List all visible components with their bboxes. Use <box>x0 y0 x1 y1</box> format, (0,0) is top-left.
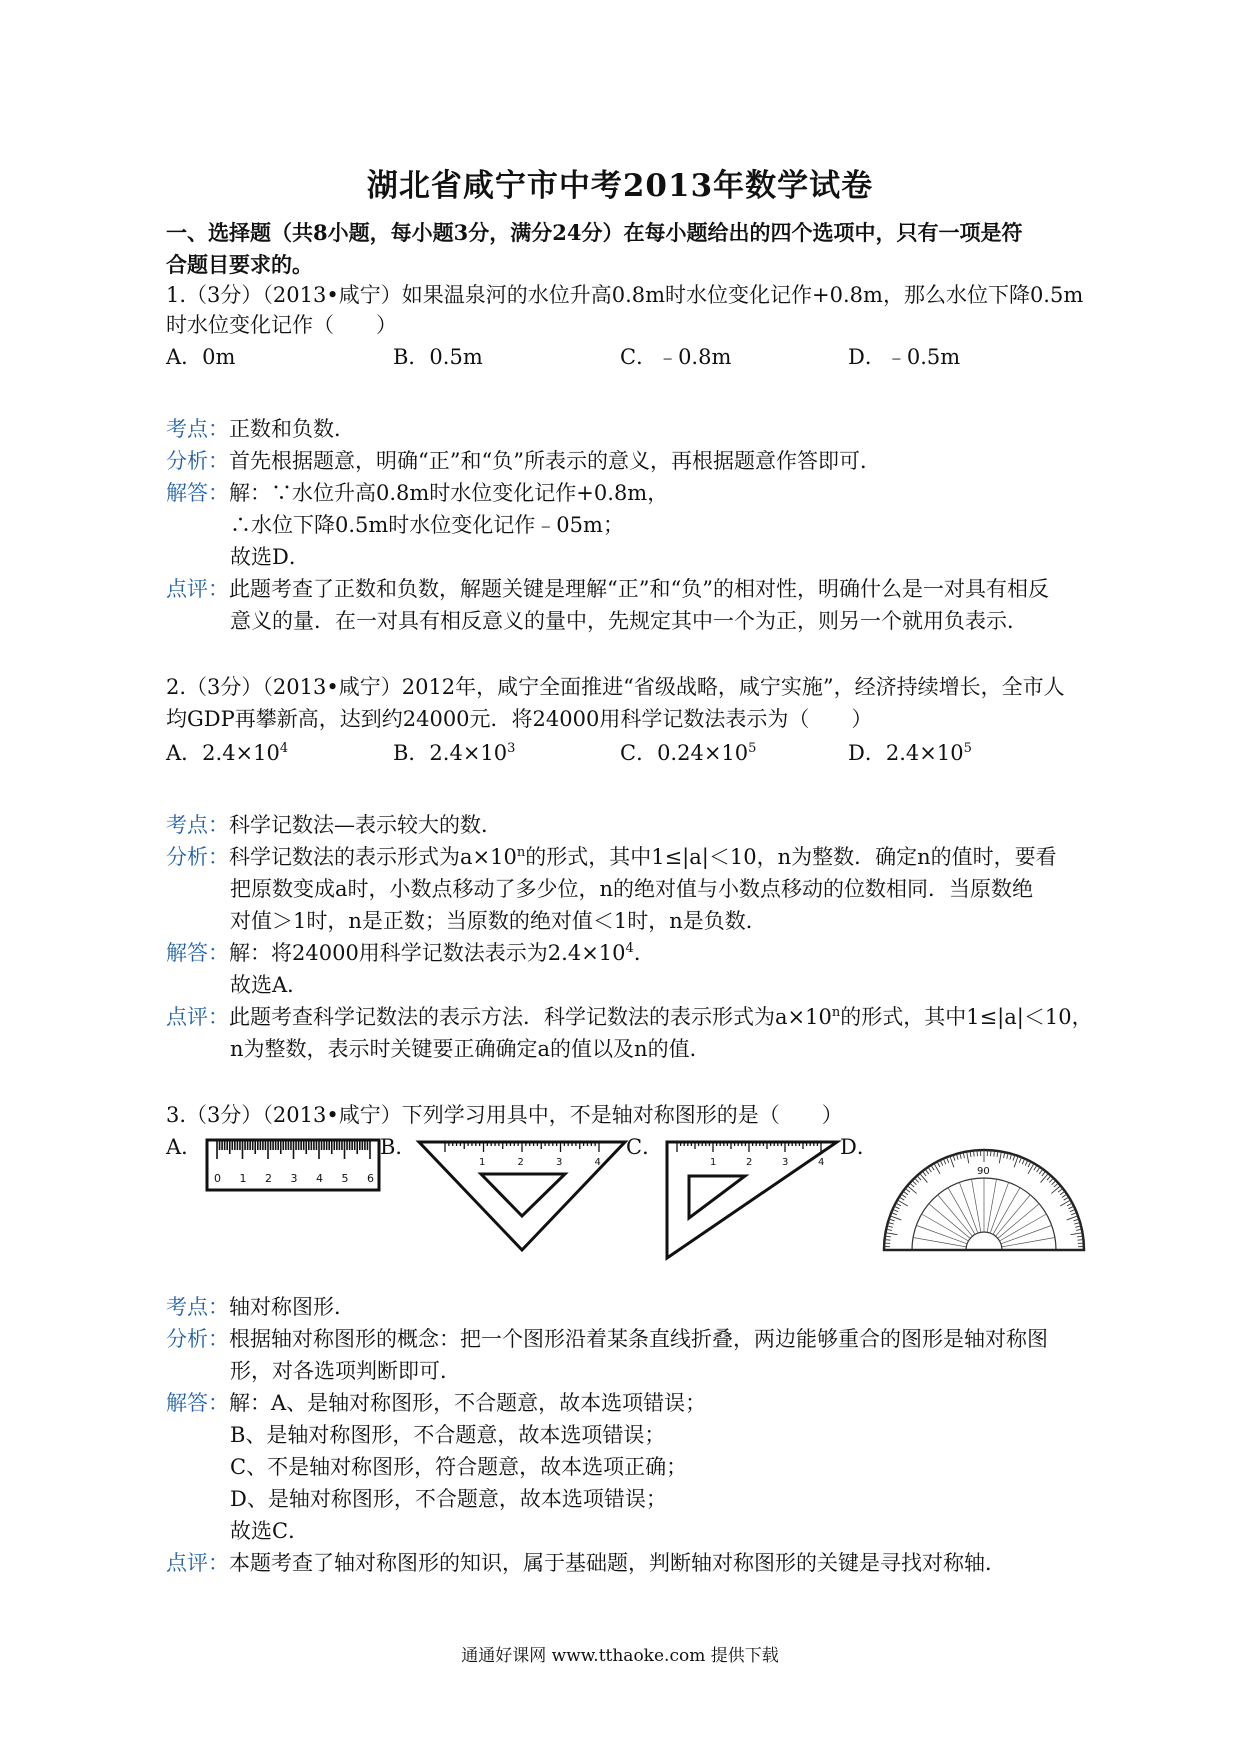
set-square-right-image <box>663 1138 843 1262</box>
q1-jieda-line3: 故选D． <box>230 545 310 569</box>
fenxi-text: 首先根据题意，明确“正”和“负”所表示的意义，再根据题意作答即可． <box>229 449 881 473</box>
section-heading-line2: 合题目要求的。 <box>166 252 313 277</box>
q1-kaodian <box>166 414 355 444</box>
triangle-tick-label: 2 <box>746 1157 753 1168</box>
fenxi-text: 根据轴对称图形的概念：把一个图形沿着某条直线折叠，两边能够重合的图形是轴对称图 <box>229 1327 1048 1351</box>
q1-jieda <box>166 478 668 508</box>
q3-fenxi <box>166 1324 1048 1354</box>
q3-option-b: B． <box>380 1135 417 1159</box>
q2-fenxi-line2: 把原数变成a时，小数点移动了多少位，n的绝对值与小数点移动的位数相同．当原数绝 <box>230 877 1034 901</box>
q1-option-a: A．0m <box>166 345 236 369</box>
dianping-text: 本题考查了轴对称图形的知识，属于基础题，判断轴对称图形的关键是寻找对称轴． <box>229 1551 1006 1575</box>
ruler-tick-label: 6 <box>367 1172 374 1185</box>
q3-jieda-line4: D、是轴对称图形，不合题意，故本选项错误； <box>230 1487 667 1511</box>
q3-kaodian <box>166 1292 355 1322</box>
q3-option-d: D． <box>840 1135 878 1159</box>
q2-kaodian <box>166 810 502 840</box>
ruler-tick-label: 1 <box>239 1172 247 1185</box>
dianping-text: 此题考查了正数和负数，解题关键是理解“正”和“负”的相对性，明确什么是一对具有相反 <box>229 577 1049 601</box>
jieda-text: 解：A、是轴对称图形，不合题意，故本选项错误； <box>229 1391 707 1415</box>
q2-fenxi: 分析：科学记数法的表示形式为$a\times 10^n$的形式，其中1≤|a|＜10，n为整数．确定n的值时，要看 <box>166 845 1057 869</box>
q2-option-b: B．$2.4\times 10^3$ <box>393 741 516 765</box>
protractor-label: 90 <box>977 1166 990 1177</box>
triangle-tick-label: 3 <box>556 1157 563 1168</box>
jieda-text: 解：∵水位升高0.8m时水位变化记作+0.8m， <box>229 481 669 505</box>
kaodian-text: 轴对称图形． <box>229 1295 355 1319</box>
q1-stem-line1: 1.（3分）（2013•咸宁）如果温泉河的水位升高0.8m时水位变化记作+0.8m，那么水位下降0.5m <box>166 283 1084 307</box>
ruler-tick-label: 0 <box>214 1172 221 1185</box>
jieda-label: 解答： <box>166 481 229 505</box>
q1-dianping-line2: 意义的量．在一对具有相反意义的量中，先规定其中一个为正，则另一个就用负表示． <box>230 609 1028 633</box>
dianping-label: 点评： <box>166 577 229 601</box>
q2-jieda: 解答：解：将24000用科学记数法表示为$2.4\times 10^4$． <box>166 941 655 965</box>
q3-dianping <box>166 1548 1006 1578</box>
q3-jieda-line2: B、是轴对称图形，不合题意，故本选项错误； <box>230 1423 666 1447</box>
q3-jieda-line5: 故选C． <box>230 1519 310 1543</box>
q3-option-a: A． <box>166 1135 203 1159</box>
ruler-tick-label: 3 <box>290 1172 298 1185</box>
q1-option-d: D．﹣0.5m <box>848 345 961 369</box>
jieda-label: 解答： <box>166 941 229 965</box>
protractor-image <box>878 1140 1090 1256</box>
fenxi-label: 分析： <box>166 1327 229 1351</box>
q1-fenxi <box>166 446 881 476</box>
kaodian-text: 科学记数法—表示较大的数． <box>229 813 502 837</box>
fenxi-label: 分析： <box>166 845 229 869</box>
q1-stem-line2: 时水位变化记作（ ） <box>166 313 397 337</box>
q2-jieda-line2: 故选A． <box>230 973 309 997</box>
q2-fenxi-line3: 对值＞1时，n是正数；当原数的绝对值＜1时，n是负数． <box>230 909 767 933</box>
q1-option-c: C．﹣0.8m <box>620 345 732 369</box>
kaodian-label: 考点： <box>166 1295 229 1319</box>
triangle-tick-label: 1 <box>479 1157 486 1168</box>
kaodian-label: 考点： <box>166 417 229 441</box>
ruler-tick-label: 2 <box>265 1172 272 1185</box>
q3-fenxi-line2: 形，对各选项判断即可． <box>230 1359 461 1383</box>
triangle-tick-label: 2 <box>517 1157 524 1168</box>
page-title: 湖北省咸宁市中考2013年数学试卷 <box>366 168 874 204</box>
triangle-tick-label: 4 <box>594 1157 601 1168</box>
page-footer: 通通好课网 www.tthaoke.com 提供下载 <box>461 1646 779 1666</box>
triangle-tick-label: 4 <box>818 1157 825 1168</box>
dianping-label: 点评： <box>166 1551 229 1575</box>
q2-option-a: A．$2.4\times 10^4$ <box>166 741 289 765</box>
q3-stem: 3.（3分）（2013•咸宁）下列学习用具中，不是轴对称图形的是（ ） <box>166 1103 843 1127</box>
section-heading-line1: 一、选择题（共8小题，每小题3分，满分24分）在每小题给出的四个选项中，只有一项是符 <box>166 220 1023 245</box>
kaodian-label: 考点： <box>166 813 229 837</box>
triangle-tick-label: 3 <box>782 1157 789 1168</box>
ruler-image <box>205 1138 385 1194</box>
q1-option-b: B．0.5m <box>393 345 483 369</box>
kaodian-text: 正数和负数． <box>229 417 355 441</box>
q2-stem-line1: 2.（3分）（2013•咸宁）2012年，咸宁全面推进“省级战略，咸宁实施”，经济持续增长，全市人 <box>166 675 1065 699</box>
q3-jieda <box>166 1388 706 1418</box>
q1-dianping <box>166 574 1049 604</box>
set-square-isosceles-image <box>415 1138 630 1254</box>
q3-jieda-line3: C、不是轴对称图形，符合题意，故本选项正确； <box>230 1455 688 1479</box>
q3-option-c: C． <box>626 1135 664 1159</box>
dianping-label: 点评： <box>166 1005 229 1029</box>
q2-option-d: D．$2.4\times 10^5$ <box>848 741 972 765</box>
q1-jieda-line2: ∴水位下降0.5m时水位变化记作﹣05m； <box>230 513 624 537</box>
q2-stem-line2: 均GDP再攀新高，达到约24000元．将24000用科学记数法表示为（ ） <box>166 707 873 731</box>
fenxi-label: 分析： <box>166 449 229 473</box>
q2-option-c: C．$0.24\times 10^5$ <box>620 741 757 765</box>
ruler-tick-label: 5 <box>341 1172 349 1185</box>
ruler-tick-label: 4 <box>316 1172 323 1185</box>
q2-dianping-line2: n为整数，表示时关键要正确确定a的值以及n的值． <box>230 1037 711 1061</box>
q2-dianping: 点评：此题考查科学记数法的表示方法．科学记数法的表示形式为$a\times 10^n$的形式，其中1≤|a|＜10， <box>166 1005 1093 1029</box>
jieda-label: 解答： <box>166 1391 229 1415</box>
triangle-tick-label: 1 <box>710 1157 717 1168</box>
